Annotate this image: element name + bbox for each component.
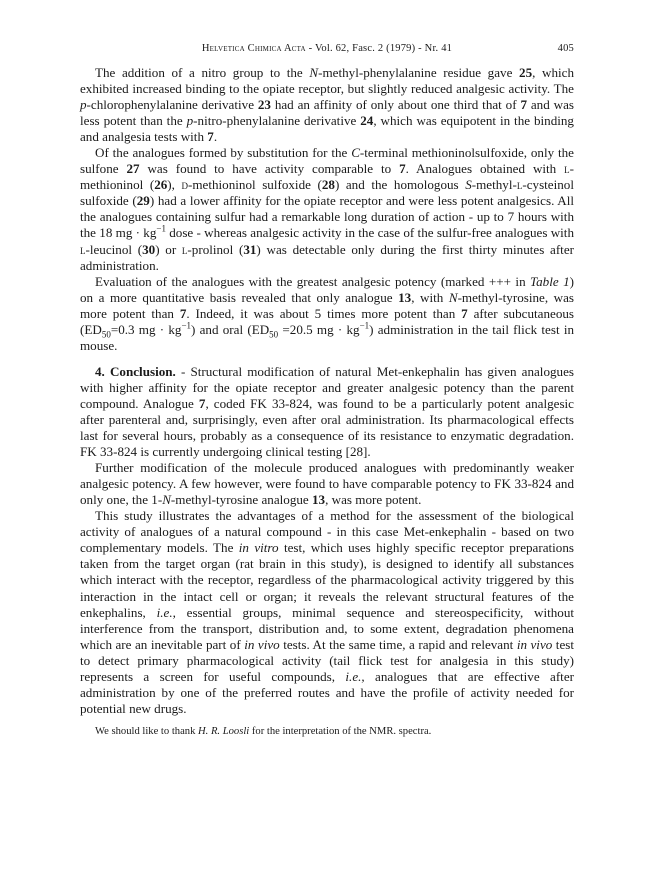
acknowledgement-footnote: We should like to thank H. R. Loosli for the interpretation of the NMR. spectra. bbox=[95, 725, 432, 737]
paragraph-study-advantages: This study illustrates the advantages of a method for the assessment of the biological activity of analogues of a natural compound - in this case Met-enkephalin - based on two complementary models. The in vitro test, which uses highly specific receptor preparations taken from the target organ (rat brain in this study), is designed to identify all substances which interact with the receptor, regardless of the pharmacological activity triggered by this interaction in the intact cell or organ; it reveals the relevant structural features of the enkephalins, i.e., essential groups, minimal sequence and stereospecificity, without interference from the transport, distribution and, to some extent, degradation phenomena which are an inevitable part of in vivo tests. At the same time, a rapid and relevant in vivo test to detect primary pharmacological activity (tail flick test for analgesia in this study) represents a screen for useful compounds, i.e., analogues that are effective after administration by one of the preferred routes and have the profile of activity needed for potential new drugs. bbox=[80, 508, 574, 716]
journal-page bbox=[80, 43, 574, 738]
body-text bbox=[80, 65, 574, 717]
running-head bbox=[80, 43, 574, 59]
issue-info: - Vol. 62, Fasc. 2 (1979) - Nr. 41 bbox=[305, 43, 453, 54]
paragraph-nitro-analogues: The addition of a nitro group to the N-methyl-phenylalanine residue gave 25, which exhibited increased binding to the opiate receptor, but slightly reduced analgesic activity. The p-chlorophenylalanine derivative 23 had an affinity of only about one third that of 7 and was less potent than the p-nitro-phenylalanine derivative 24, which was equipotent in the binding and analgesia tests with 7. bbox=[80, 65, 574, 145]
paragraph-further-modification: Further modification of the molecule produced analogues with predominantly weaker analgesic potency. A few however, were found to have comparable potency to FK 33-824 and only one, the 1-N-methyl-tyrosine analogue 13, was more potent. bbox=[80, 460, 574, 508]
paragraph-evaluation: Evaluation of the analogues with the greatest analgesic potency (marked +++ in Table 1) on a more quantitative basis revealed that only analogue 13, with N-methyl-tyrosine, was more potent than 7. Indeed, it was about 5 times more potent than 7 after subcutaneous ($ED_{50}=0.3$ mg · $kg^{-1}$) and oral ($ED_{50} =20.5$ mg · $kg^{-1}$) administration in the tail flick test in mouse. bbox=[80, 273, 575, 353]
paragraph-conclusion: 4. Conclusion. - Structural modification of natural Met-enkephalin has given analogues with higher affinity for the opiate receptor and greater analgesic potency than the parent compound. Analogue 7, coded FK 33-824, was found to be a particularly potent analgesic after parenteral and, surprisingly, even after oral administration. Its pharmacological effects last for several hours, probably as a consequence of its resistance to enzymatic degradation. FK 33-824 is currently undergoing clinical testing [28]. bbox=[80, 363, 574, 460]
section-heading: 4. Conclusion. bbox=[95, 363, 176, 379]
page-number: 405 bbox=[557, 43, 574, 54]
paragraph-c-terminal-analogues: Of the analogues formed by substitution for the C-terminal methioninolsulfoxide, only the sulfone 27 was found to have activity comparable to 7. Analogues obtained with l-methioninol (26), d-methioninol sulfoxide (28) and the homologous S-methyl-l-cysteinol sulfoxide (29) had a lower affinity for the opiate receptor and were less potent analgesics. All the analogues containing sulfur had a remarkable long duration of action - up to 7 hours with the 18 mg · $kg^{-1}$ dose - whereas analgesic activity in the case of the sulfur-free analogues with l-leucinol (30) or l-prolinol (31) was detectable only during the first thirty minutes after administration. bbox=[80, 145, 575, 273]
journal-title: Helvetica Chimica Acta bbox=[201, 43, 306, 54]
